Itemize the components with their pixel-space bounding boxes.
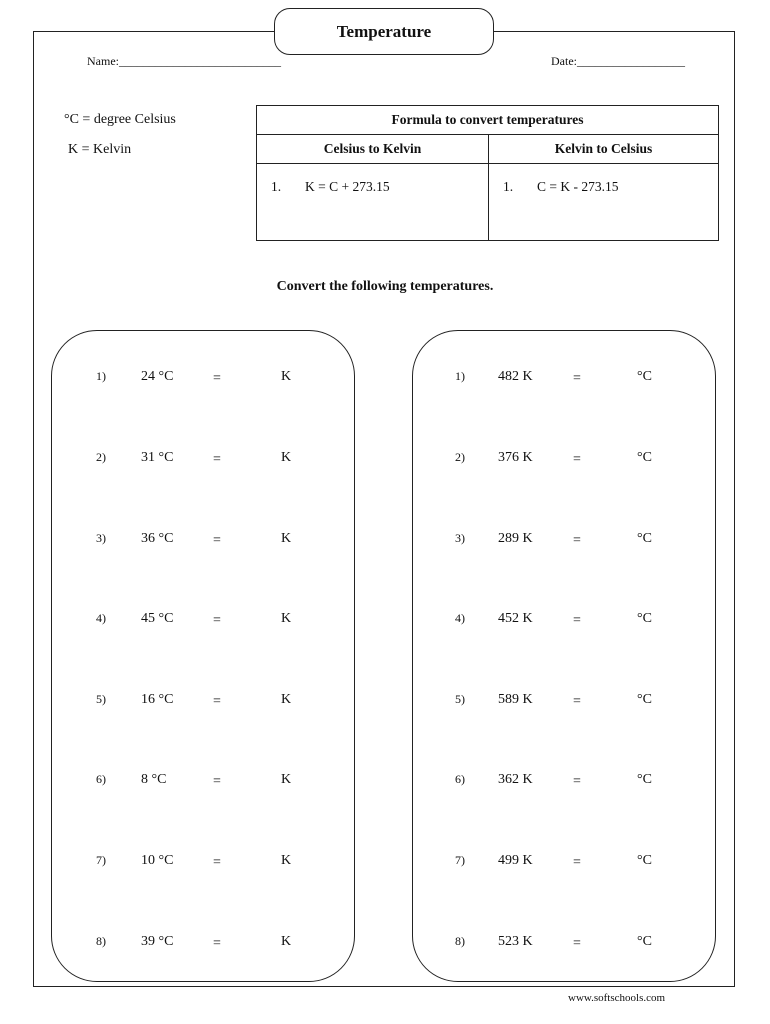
question-value: 362 K xyxy=(498,772,533,787)
question-number: 4) xyxy=(455,611,465,625)
question-number: 1) xyxy=(455,369,465,383)
question-number: 8) xyxy=(455,934,465,948)
question-value: 289 K xyxy=(498,531,533,546)
equals-sign: = xyxy=(213,533,221,548)
question-value: 16 °C xyxy=(141,692,174,707)
formula-number: 1. xyxy=(503,179,514,194)
formula-celsius-to-kelvin xyxy=(257,164,489,241)
equals-sign: = xyxy=(573,371,581,386)
answer-unit: °C xyxy=(637,369,652,384)
answer-unit: K xyxy=(281,531,292,546)
answer-unit: °C xyxy=(637,853,652,868)
question-value: 39 °C xyxy=(141,934,174,949)
answer-unit: K xyxy=(281,692,292,707)
formula-text: C = K - 273.15 xyxy=(537,179,619,194)
column-title-celsius-to-kelvin: Celsius to Kelvin xyxy=(257,135,489,164)
answer-unit: °C xyxy=(637,611,652,626)
answer-unit: K xyxy=(281,853,292,868)
question-value: 8 °C xyxy=(141,772,167,787)
question-value: 589 K xyxy=(498,692,533,707)
equals-sign: = xyxy=(213,774,221,789)
equals-sign: = xyxy=(573,774,581,789)
question-number: 6) xyxy=(455,772,465,786)
question-value: 482 K xyxy=(498,369,533,384)
footer-website: www.softschools.com xyxy=(568,992,666,1004)
answer-unit: °C xyxy=(637,450,652,465)
question-value: 499 K xyxy=(498,853,533,868)
question-value: 24 °C xyxy=(141,369,174,384)
equals-sign: = xyxy=(213,613,221,628)
question-number: 7) xyxy=(455,853,465,867)
answer-unit: °C xyxy=(637,531,652,546)
question-value: 45 °C xyxy=(141,611,174,626)
answer-unit: °C xyxy=(637,692,652,707)
column-title-kelvin-to-celsius: Kelvin to Celsius xyxy=(489,135,719,164)
question-number: 5) xyxy=(455,692,465,706)
date-field[interactable]: Date:__________________ xyxy=(551,54,685,68)
answer-unit: K xyxy=(281,450,292,465)
question-number: 7) xyxy=(96,853,106,867)
name-field[interactable]: Name:___________________________ xyxy=(87,54,281,68)
equals-sign: = xyxy=(213,855,221,870)
question-number: 2) xyxy=(96,450,106,464)
equals-sign: = xyxy=(573,452,581,467)
question-number: 8) xyxy=(96,934,106,948)
equals-sign: = xyxy=(573,613,581,628)
answer-unit: K xyxy=(281,611,292,626)
answer-unit: K xyxy=(281,772,292,787)
equals-sign: = xyxy=(213,936,221,951)
formula-text: K = C + 273.15 xyxy=(305,179,390,194)
equals-sign: = xyxy=(213,452,221,467)
answer-unit: °C xyxy=(637,772,652,787)
instruction-text: Convert the following temperatures. xyxy=(276,279,494,294)
answer-unit: °C xyxy=(637,934,652,949)
celsius-to-kelvin-panel xyxy=(51,330,355,982)
kelvin-to-celsius-panel xyxy=(412,330,716,982)
question-value: 523 K xyxy=(498,934,533,949)
question-number: 1) xyxy=(96,369,106,383)
question-value: 376 K xyxy=(498,450,533,465)
question-number: 5) xyxy=(96,692,106,706)
equals-sign: = xyxy=(573,855,581,870)
question-value: 452 K xyxy=(498,611,533,626)
answer-unit: K xyxy=(281,934,292,949)
formula-kelvin-to-celsius xyxy=(489,164,719,241)
question-number: 4) xyxy=(96,611,106,625)
question-value: 31 °C xyxy=(141,450,174,465)
question-number: 3) xyxy=(96,531,106,545)
legend-kelvin: K = Kelvin xyxy=(68,142,132,157)
formula-number: 1. xyxy=(271,179,282,194)
answer-unit: K xyxy=(281,369,292,384)
formula-table-heading: Formula to convert temperatures xyxy=(257,106,719,135)
legend-celsius: °C = degree Celsius xyxy=(64,112,176,127)
equals-sign: = xyxy=(573,533,581,548)
question-number: 3) xyxy=(455,531,465,545)
equals-sign: = xyxy=(213,371,221,386)
worksheet-title: Temperature xyxy=(274,8,494,55)
equals-sign: = xyxy=(573,694,581,709)
question-number: 6) xyxy=(96,772,106,786)
equals-sign: = xyxy=(573,936,581,951)
question-number: 2) xyxy=(455,450,465,464)
equals-sign: = xyxy=(213,694,221,709)
formula-table xyxy=(256,105,719,241)
question-value: 10 °C xyxy=(141,853,174,868)
question-value: 36 °C xyxy=(141,531,174,546)
